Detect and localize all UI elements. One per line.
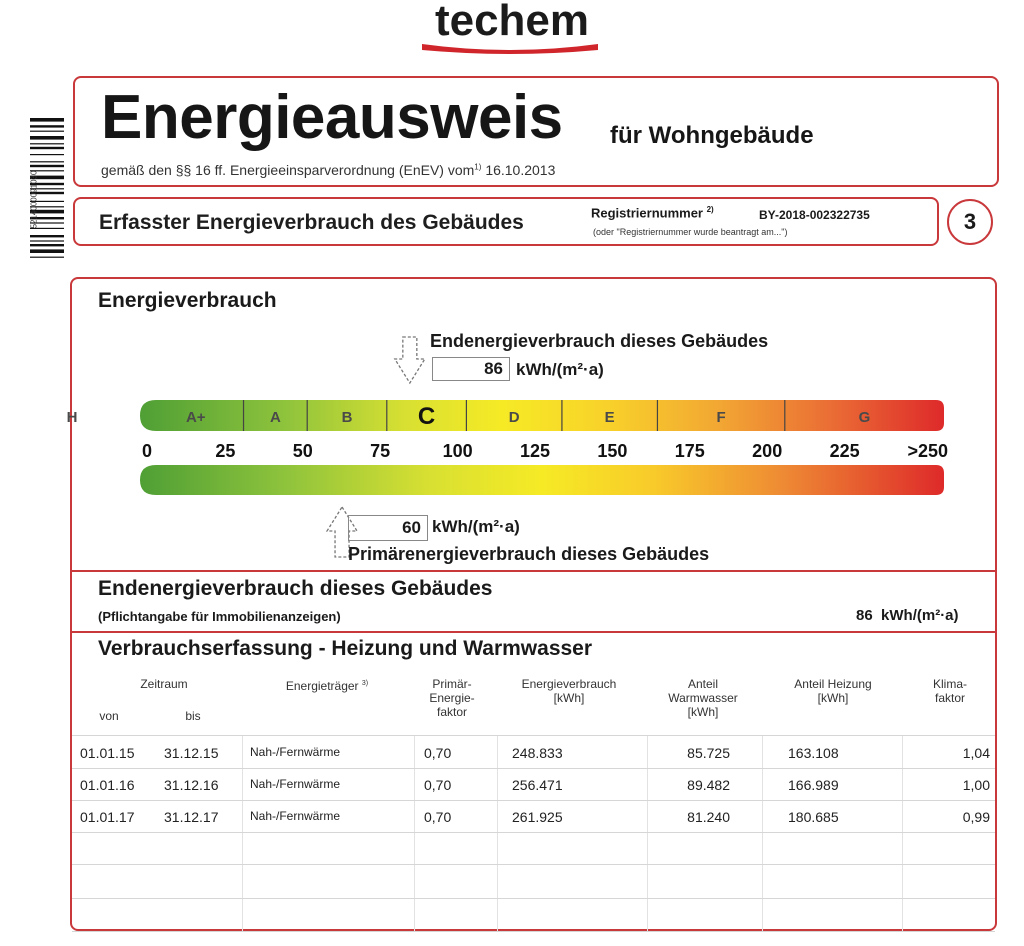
table-column-divider — [414, 735, 415, 931]
efficiency-class-a-plus: A+ — [185, 409, 206, 426]
efficiency-class-e: E — [604, 409, 615, 426]
table-cell-consumption: 261.925 — [512, 809, 563, 825]
registration-label — [591, 205, 714, 220]
scale-tick-label: 200 — [752, 441, 783, 461]
barcode-bar — [30, 143, 64, 144]
header-carrier-footnote: 3) — [361, 680, 369, 687]
table-cell-primary: 0,70 — [424, 745, 452, 761]
scale-tick-label: 150 — [597, 441, 628, 461]
legal-basis — [101, 162, 555, 178]
divider — [72, 570, 995, 572]
table-cell-to: 31.12.15 — [164, 745, 219, 761]
table-row-divider — [72, 735, 995, 736]
energy-gradient-band — [140, 465, 944, 495]
primary-energy-label: Primärenergieverbrauch dieses Gebäudes — [348, 544, 710, 564]
barcode-bar — [30, 118, 64, 122]
primary-energy-value-box: 60 — [348, 515, 428, 541]
table-cell-carrier: Nah-/Fernwärme — [250, 777, 341, 791]
registration-number: BY-2018-002322735 — [759, 208, 870, 222]
document-subtitle: für Wohngebäude — [610, 122, 814, 149]
table-row-divider — [72, 898, 995, 899]
table-cell-primary: 0,70 — [424, 809, 452, 825]
table-cell-warm: 85.725 — [687, 745, 730, 761]
efficiency-class-a: A — [269, 409, 281, 426]
header-carrier — [252, 677, 402, 693]
table-column-divider — [242, 735, 243, 931]
table-cell-warm: 89.482 — [687, 777, 730, 793]
table-cell-heating: 180.685 — [788, 809, 839, 825]
section-title: Erfasster Energieverbrauch des Gebäudes — [99, 211, 524, 234]
header-box — [73, 76, 999, 187]
table-cell-climate: 1,04 — [962, 745, 990, 761]
table-cell-heating: 166.989 — [788, 777, 839, 793]
table-cell-primary: 0,70 — [424, 777, 452, 793]
table-row-divider — [72, 832, 995, 833]
barcode-number: 5214000091030 — [29, 170, 39, 229]
table-column-divider — [902, 735, 903, 931]
scale-tick-label: 125 — [519, 441, 551, 461]
table-cell-heating: 163.108 — [788, 745, 839, 761]
primary-energy-unit: kWh/(m²·a) — [432, 517, 520, 536]
legal-date: 16.10.2013 — [485, 162, 556, 178]
scale-tick-label: >250 — [907, 441, 948, 461]
barcode-bar — [30, 125, 64, 127]
end-energy-summary-unit: kWh/(m²·a) — [881, 607, 959, 624]
scale-tick-label: 50 — [292, 441, 313, 461]
section-header-box — [73, 197, 939, 246]
end-energy-title: Endenergieverbrauch dieses Gebäudes — [98, 577, 493, 600]
logo-swoosh — [420, 40, 600, 54]
header-primary-factor: Primär- Energie- faktor — [429, 677, 475, 719]
table-cell-climate: 1,00 — [962, 777, 990, 793]
energy-consumption-box — [66, 277, 997, 931]
table-column-divider — [762, 735, 763, 931]
table-cell-warm: 81.240 — [687, 809, 730, 825]
registration-footnote: 2) — [706, 205, 714, 214]
efficiency-class-d: D — [508, 409, 520, 426]
scale-tick-label: 25 — [215, 441, 236, 461]
end-energy-summary-value — [856, 607, 959, 624]
end-energy-arrow-icon — [395, 337, 425, 383]
header-to: bis — [185, 709, 201, 723]
barcode-bar — [30, 136, 64, 140]
table-row-divider — [72, 864, 995, 865]
header-carrier-text: Energieträger — [285, 679, 359, 693]
header-heating: Anteil Heizung [kWh] — [794, 677, 872, 705]
efficiency-class-band — [140, 400, 944, 431]
consumption-table-title: Verbrauchserfassung - Heizung und Warmwasser — [98, 637, 593, 660]
table-cell-from: 01.01.17 — [80, 809, 135, 825]
table-row-divider — [72, 931, 995, 932]
header-period: Zeitraum — [140, 677, 188, 691]
energy-scale-chart — [66, 279, 995, 579]
legal-prefix: gemäß den §§ 16 ff. Energieeinsparverordnung (EnEV) vom — [101, 162, 475, 178]
scale-tick-label: 0 — [142, 441, 153, 461]
registration-label-text: Registriernummer — [591, 205, 703, 221]
end-energy-unit: kWh/(m²·a) — [516, 360, 604, 379]
energy-consumption-title: Energieverbrauch — [98, 289, 277, 312]
efficiency-class-c: C — [417, 403, 436, 430]
end-energy-note: (Pflichtangabe für Immobilienanzeigen) — [98, 609, 341, 624]
table-column-divider — [497, 735, 498, 931]
scale-tick-label: 225 — [829, 441, 860, 461]
table-cell-carrier: Nah-/Fernwärme — [250, 745, 341, 759]
table-cell-from: 01.01.16 — [80, 777, 135, 793]
table-cell-climate: 0,99 — [962, 809, 990, 825]
scale-tick-label: 75 — [370, 441, 391, 461]
header-warm-water: Anteil Warmwasser [kWh] — [668, 677, 738, 719]
end-energy-value-box: 86 — [432, 357, 510, 381]
legal-footnote: 1) — [474, 162, 482, 172]
efficiency-class-h: H — [66, 409, 78, 426]
document-title: Energieausweis — [101, 83, 563, 152]
header-climate-factor: Klima- faktor — [932, 677, 967, 705]
scale-tick-label: 175 — [674, 441, 705, 461]
page-number-badge: 3 — [947, 199, 993, 245]
header-consumption: Energieverbrauch [kWh] — [521, 677, 617, 705]
efficiency-class-b: B — [341, 409, 353, 426]
table-cell-to: 31.12.16 — [164, 777, 219, 793]
scale-tick-label: 100 — [442, 441, 473, 461]
techem-logo: techem — [434, 0, 590, 45]
table-cell-carrier: Nah-/Fernwärme — [250, 809, 341, 823]
efficiency-class-g: G — [858, 409, 871, 426]
end-energy-label: Endenergieverbrauch dieses Gebäudes — [430, 331, 769, 351]
divider — [72, 631, 995, 633]
table-cell-from: 01.01.15 — [80, 745, 135, 761]
barcode-bar — [30, 131, 64, 132]
barcode-bar — [30, 257, 64, 258]
efficiency-class-f: F — [716, 409, 726, 426]
barcode-bar — [30, 249, 64, 253]
header-from: von — [99, 709, 119, 723]
table-row-divider — [72, 768, 995, 769]
table-row-divider — [72, 800, 995, 801]
end-energy-summary-number: 86 — [856, 607, 873, 624]
registration-note: (oder "Registriernummer wurde beantragt am...") — [593, 227, 788, 237]
table-cell-consumption: 256.471 — [512, 777, 563, 793]
table-cell-consumption: 248.833 — [512, 745, 563, 761]
table-cell-to: 31.12.17 — [164, 809, 219, 825]
table-column-divider — [647, 735, 648, 931]
